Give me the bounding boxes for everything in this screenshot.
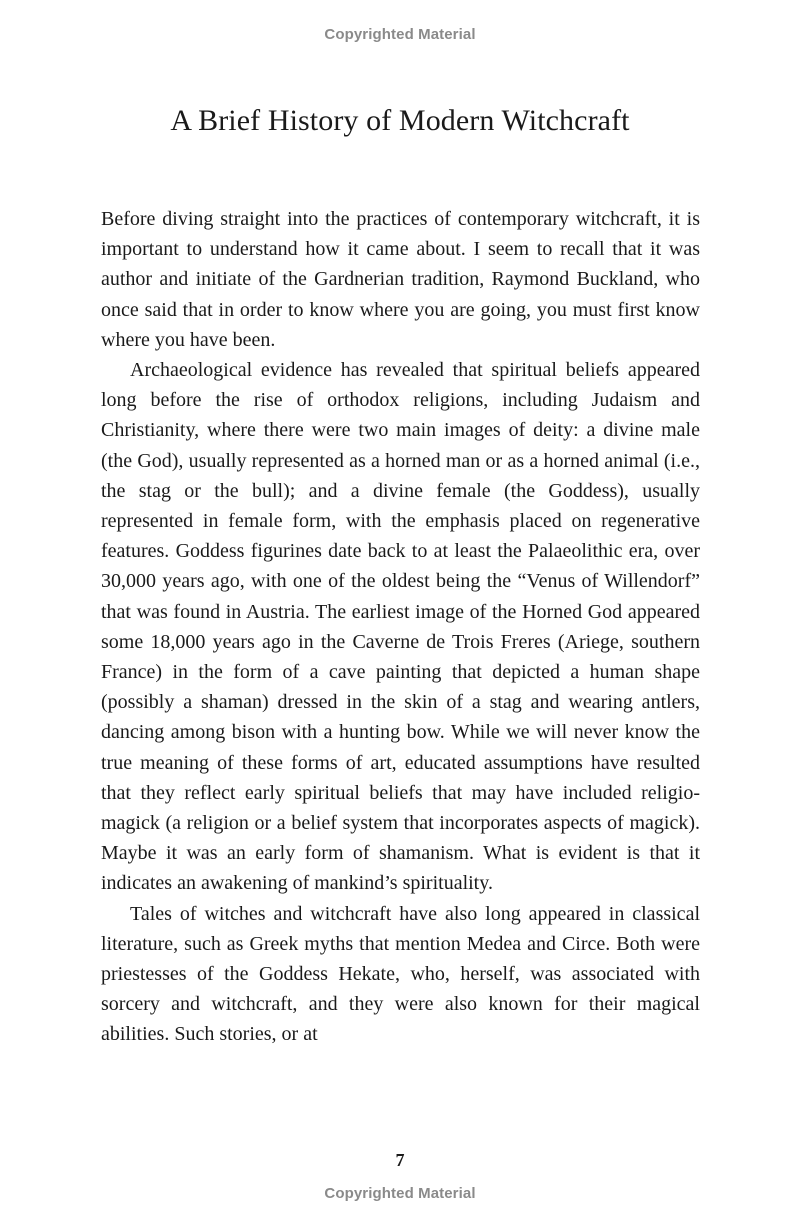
chapter-body xyxy=(101,204,700,1050)
paragraph-classical-literature: Tales of witches and witchcraft have also long appeared in classical literature, such as Greek myths that mention Medea and Circe. Both were priestesses of the Goddess Hekate, who, herself, was associated with sorcery and witchcraft, and they were also known for their magical abilities. Such stories, or at xyxy=(101,902,700,1046)
chapter-title: A Brief History of Modern Witchcraft xyxy=(170,104,630,137)
copyright-watermark-top: Copyrighted Material xyxy=(324,26,476,43)
page-number: 7 xyxy=(395,1150,405,1170)
copyright-watermark-bottom: Copyrighted Material xyxy=(324,1185,476,1202)
paragraph-intro: Before diving straight into the practices of contemporary witchcraft, it is important to understand how it came about. I seem to recall that it was author and initiate of the Gardnerian tradition, Raymond Buckland, who once said that in order to know where you are going, you must first know where you have been. xyxy=(101,208,700,351)
paragraph-archaeological-evidence: Archaeological evidence has revealed that spiritual beliefs appeared long before the rise of orthodox religions, including Judaism and Christianity, where there were two main images of deity: a divine male (the God), usually represented as a horned man or as a horned animal (i.e., the stag or the bull); and a divine female (the Goddess), usually represented in female form, with the emphasis placed on regenerative features. Goddess figurines date back to at least the Palaeolithic era, over 30,000 years ago, with one of the oldest being the “Venus of Willendorf” that was found in Austria. The earliest image of the Horned God appeared some 18,000 years ago in the Caverne de Trois Freres (Ariege, southern France) in the form of a cave painting that depicted a human shape (possibly a shaman) dressed in the skin of a stag and wearing antlers, dancing among bison with a hunting bow. While we will never know the true meaning of these forms of art, educated assumptions have resulted that they reflect early spiritual beliefs that may have included religio-magick (a religion or a belief system that incorporates aspects of magick). Maybe it was an early form of shamanism. What is evident is that it indicates an awakening of mankind’s spirituality. xyxy=(101,359,700,895)
